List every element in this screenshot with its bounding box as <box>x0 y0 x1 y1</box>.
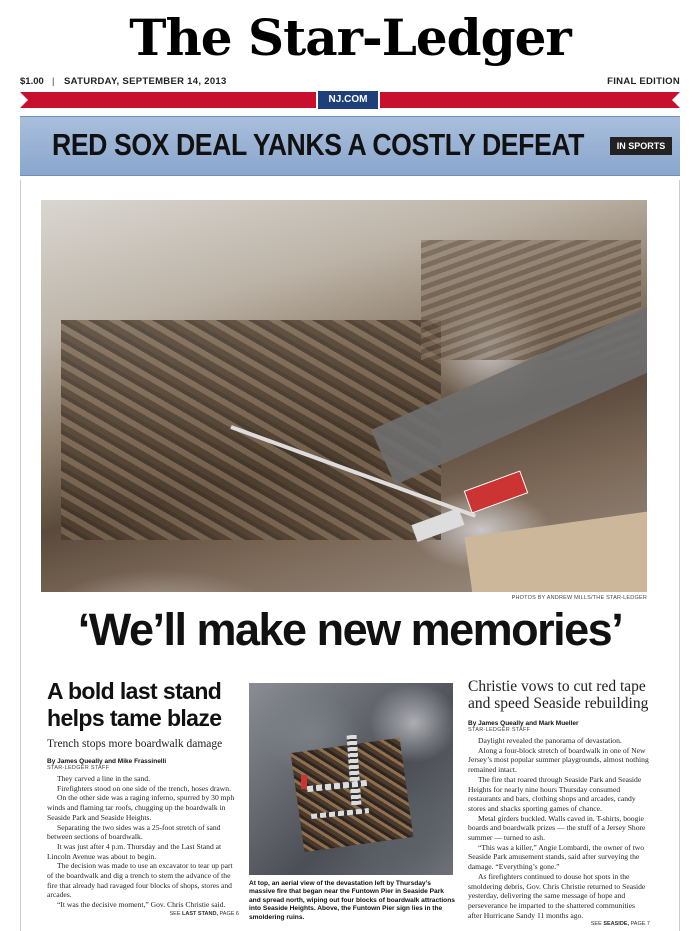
right-story-body <box>468 736 650 920</box>
photo-sign-red-letter <box>301 775 307 789</box>
in-sports-tag[interactable]: IN SPORTS <box>610 137 672 155</box>
price: $1.00 <box>20 76 44 87</box>
jump-page: PAGE 6 <box>219 910 239 917</box>
right-story-byline: By James Queally and Mark Mueller <box>468 720 579 727</box>
paragraph: On the other side was a raging inferno, spurred by 30 mph winds and flaming tar roofs, chugging up the boardwalk in Seaside Park and Seaside Heights. <box>47 793 235 822</box>
paragraph: They carved a line in the sand. <box>57 774 150 783</box>
paragraph: Along a four-block stretch of boardwalk in one of New Jersey’s most popular summer playgrounds, almost nothing remained intact. <box>468 745 649 775</box>
masthead: The Star-Ledger <box>129 8 571 67</box>
dateline <box>20 76 680 90</box>
sports-teaser-headline[interactable]: RED SOX DEAL YANKS A COSTLY DEFEAT <box>52 127 585 162</box>
paragraph: Separating the two sides was a 25-foot stretch of sand between sections of boardwalk. <box>47 822 221 842</box>
funtown-sign-photo <box>249 683 453 875</box>
issue-date: SATURDAY, SEPTEMBER 14, 2013 <box>64 76 227 87</box>
red-rule-left <box>20 92 316 108</box>
jump-target[interactable]: SEASIDE, <box>603 921 629 928</box>
photo-sand <box>465 504 647 592</box>
left-story-staff: STAR-LEDGER STAFF <box>47 765 110 771</box>
main-aerial-photo <box>41 200 647 592</box>
paragraph: “It was the decisive moment,” Gov. Chris Christie said. <box>57 900 226 910</box>
jump-page: PAGE 7 <box>630 921 650 928</box>
dateline-separator: | <box>52 76 55 87</box>
paragraph: As firefighters continued to douse hot spots in the smoldering debris, Gov. Chris Christie returned to Seaside yesterday, delivering the same message of hope and perseverance he imparted to the shattered communities after Hurricane Sandy 11 months ago. <box>468 871 646 920</box>
jump-prefix: SEE <box>590 921 602 928</box>
paragraph: It was just after 4 p.m. Thursday and the Last Stand at Lincoln Avenue was about to begin. <box>47 841 222 861</box>
left-story-subhead: Trench stops more boardwalk damage <box>47 738 223 750</box>
right-story-jump[interactable] <box>468 921 650 927</box>
left-story <box>47 678 239 917</box>
paragraph: “This was a killer,” Angie Lombardi, the owner of two Seaside Park amusement stands, said after surveying the damage. “Everything’s gone.” <box>468 842 645 872</box>
edition-label: FINAL EDITION <box>607 76 680 87</box>
left-story-body <box>47 774 239 910</box>
left-story-jump[interactable] <box>47 911 239 917</box>
paragraph: Daylight revealed the panorama of devastation. <box>478 736 622 745</box>
main-headline: ‘We’ll make new memories’ <box>77 604 623 655</box>
right-story-staff: STAR-LEDGER STAFF <box>468 727 531 733</box>
paragraph: Firefighters stood on one side of the trench, hoses drawn. <box>57 783 231 793</box>
jump-prefix: SEE <box>169 910 181 917</box>
left-story-byline: By James Queally and Mike Frassinelli <box>47 758 167 765</box>
left-story-headline[interactable]: A bold last stand helps tame blaze <box>47 678 222 731</box>
nj-com-badge[interactable]: NJ.COM <box>318 91 378 109</box>
jump-target[interactable]: LAST STAND, <box>182 910 218 917</box>
right-story-headline[interactable]: Christie vows to cut red tape and speed Seaside rebuilding <box>468 678 649 712</box>
photo-caption: At top, an aerial view of the devastation left by Thursday’s massive fire that began near the Funtown Pier in Seaside Park and spread north, wiping out four blocks of boardwalk attractions into Seaside Heights. Above, the Funtown Pier sign lies in the smoldering ruins. <box>249 880 455 921</box>
sports-teaser-banner[interactable] <box>20 116 680 176</box>
photo-credit: PHOTOS BY ANDREW MILLS/THE STAR-LEDGER <box>511 595 647 601</box>
photo-fire-truck <box>464 470 529 513</box>
red-rule-right <box>380 92 680 108</box>
right-story <box>468 678 650 927</box>
paragraph: The fire that roared through Seaside Park and Seaside Heights for nearly nine hours Thursday consumed restaurants and bars, clothing shops and arcades, candy stores and shacks sporting games of chance. <box>468 774 642 813</box>
paragraph: Metal girders buckled. Walls caved in. T-shirts, boogie boards and boardwalk prizes — the stuff of a Jersey Shore summer — turned to ash. <box>468 813 646 843</box>
paragraph: The decision was made to use an excavator to tear up part of the boardwalk and dig a trench to stem the advance of the fire that already had ravaged four blocks of shops, stores and arcades. <box>47 861 233 900</box>
